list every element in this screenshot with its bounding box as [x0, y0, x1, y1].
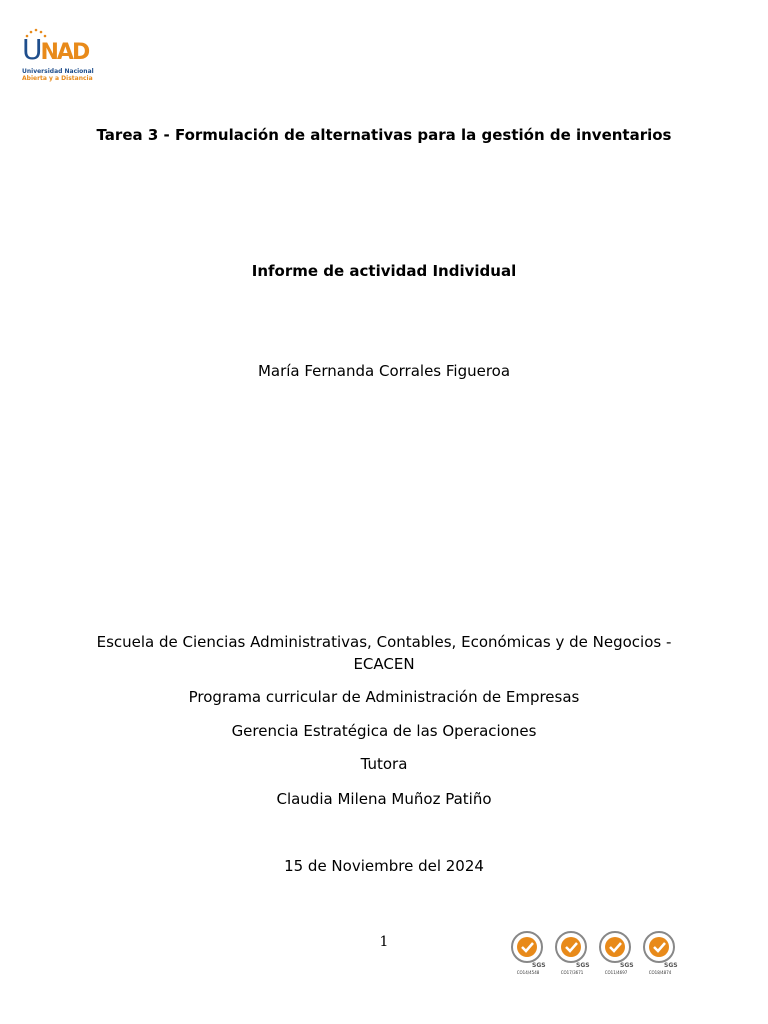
document-title: Tarea 3 - Formulación de alternativas para la gestión de inventarios — [96, 126, 672, 144]
document-date: 15 de Noviembre del 2024 — [284, 857, 484, 875]
tutor-name: Claudia Milena Muñoz Patiño — [276, 790, 492, 808]
svg-text:SGS: SGS — [620, 962, 634, 969]
sgs-certification-seal-icon — [598, 930, 634, 970]
course-name: Gerencia Estratégica de las Operaciones — [231, 722, 537, 740]
logo-caption-line2: Abierta y a Distancia — [22, 75, 93, 82]
logo-caption-line1: Universidad Nacional — [22, 68, 94, 75]
svg-text:SGS: SGS — [664, 962, 678, 969]
certification-seals — [508, 930, 680, 994]
school-name: Escuela de Ciencias Administrativas, Contables, Económicas y de Negocios - ECACEN — [96, 633, 672, 673]
logo-wordmark-nad: NAD — [40, 40, 89, 65]
sgs-certification-seal-icon — [510, 930, 546, 970]
sgs-seal-2 — [552, 930, 592, 994]
sgs-certification-seal-icon — [642, 930, 678, 970]
document-subtitle: Informe de actividad Individual — [251, 262, 517, 280]
sgs-certification-seal-icon — [554, 930, 590, 970]
seal-code: CO14/4548 — [516, 970, 540, 975]
unad-logo — [22, 28, 94, 86]
page-number: 1 — [379, 934, 389, 950]
sgs-seal-3 — [596, 930, 636, 994]
author-name: María Fernanda Corrales Figueroa — [257, 362, 511, 380]
logo-caption — [22, 68, 94, 82]
sgs-seal-1 — [508, 930, 548, 994]
seal-code: CO18/4874 — [648, 970, 672, 975]
tutor-role: Tutora — [360, 755, 408, 773]
seal-code: CO11/4697 — [604, 970, 628, 975]
logo-wordmark-u: U — [22, 33, 41, 66]
svg-text:SGS: SGS — [576, 962, 590, 969]
seal-code: CO17/3671 — [560, 970, 584, 975]
logo-wordmark — [22, 33, 89, 67]
program-name: Programa curricular de Administración de Empresas — [188, 688, 580, 706]
svg-text:SGS: SGS — [532, 962, 546, 969]
sgs-seal-4 — [640, 930, 680, 994]
